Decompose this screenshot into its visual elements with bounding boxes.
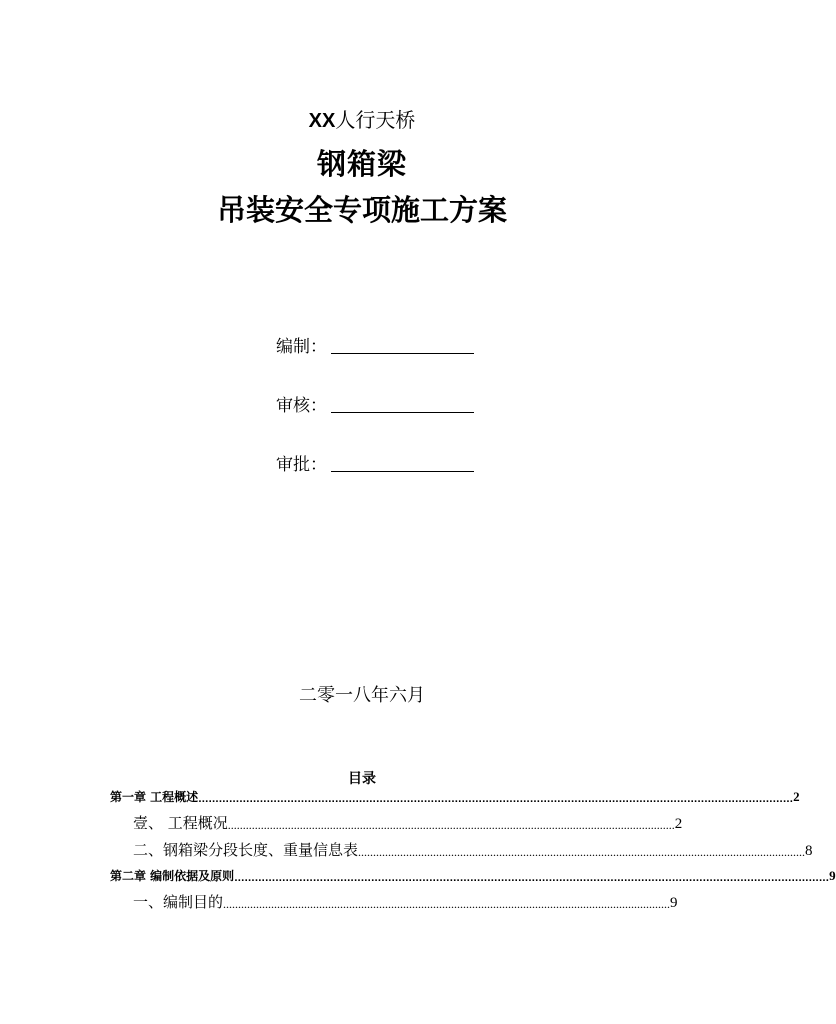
document-title-line2: 钢箱梁	[316, 147, 407, 181]
project-name: 人行天桥	[335, 108, 416, 132]
signature-label: 审核：	[276, 396, 327, 416]
signature-label: 审批：	[276, 455, 327, 475]
toc-leader-dots: .....................................................................................................................................................	[223, 897, 671, 911]
document-date: 二零一八年六月	[299, 685, 425, 706]
toc-entry-section[interactable]	[133, 890, 678, 912]
toc-leader-dots: ..............................................................................................................................................................................	[198, 795, 794, 805]
toc-entry-section[interactable]	[133, 838, 813, 860]
toc-entry-text: 第二章 编制依据及原则	[110, 869, 235, 883]
toc-page-number: 8	[805, 843, 813, 859]
signature-row-review	[276, 389, 474, 417]
document-title-line3: 吊装安全专项施工方案	[216, 193, 507, 227]
signature-label: 编制：	[276, 337, 327, 357]
signature-line	[331, 353, 474, 354]
toc-heading: 目录	[348, 771, 376, 787]
signature-line	[331, 412, 474, 413]
toc-page-number: 9	[829, 868, 836, 883]
toc-entry-text: 第一章 工程概述	[110, 790, 199, 804]
toc-entry-chapter-2[interactable]	[110, 866, 836, 884]
toc-page-number: 9	[670, 895, 678, 911]
toc-entry-section[interactable]	[133, 811, 683, 833]
toc-leader-dots: ..............................................................................................................................................................................	[234, 874, 830, 884]
toc-entry-chapter-1[interactable]	[110, 787, 800, 805]
toc-entry-text: 壹、 工程概况	[133, 814, 228, 832]
project-title	[0, 104, 724, 133]
toc-leader-dots: .....................................................................................................................................................	[358, 845, 806, 859]
toc-page-number: 2	[793, 789, 800, 804]
toc-leader-dots: .....................................................................................................................................................	[227, 818, 675, 832]
toc-page-number: 2	[674, 816, 683, 832]
toc-entry-text: 二、钢箱梁分段长度、重量信息表	[133, 841, 359, 859]
signature-row-compile	[276, 330, 474, 358]
project-code: XX	[308, 110, 336, 132]
toc-entry-text: 一、编制目的	[133, 893, 224, 911]
signature-row-approve	[276, 448, 474, 476]
signature-line	[331, 471, 474, 472]
